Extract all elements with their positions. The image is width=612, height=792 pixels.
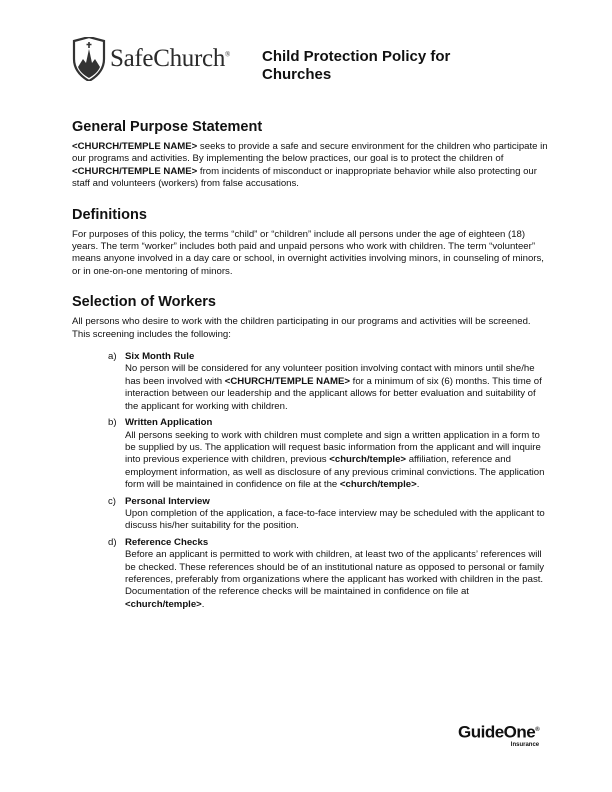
list-item-title: Six Month Rule [125, 351, 195, 363]
list-item: c) Personal Interview Upon completion of the application, a face-to-face interview may be scheduled with the applicant to discuss his/her suitability for the position. [72, 496, 548, 533]
guideone-subtitle: Insurance [510, 741, 540, 748]
definitions-paragraph: For purposes of this policy, the terms “child” or “children” include all persons under the age of eighteen (18) years. The term “worker” includes both paid and unpaid persons who work with children. The term “volunteer” means anyone involved in a day care or school, in overnight activities involving minors, in counseling of minors, or in one-on-one mentoring of minors. [72, 228, 544, 277]
purpose-paragraph: <CHURCH/TEMPLE NAME> seeks to provide a safe and secure environment for the children who participate in our programs and activities. By implementing the below practices, our goal is to protect the children of <CHURCH/TEMPLE NAME> from incidents of misconduct or inappropriate behavior while also protecting our staff and volunteers (workers) from false accusations. [72, 141, 548, 190]
safechurch-shield-icon [71, 37, 107, 81]
safechurch-logo [71, 37, 230, 81]
document-title: Child Protection Policy for Churches [262, 48, 451, 83]
brand-name: SafeChurch® [110, 45, 231, 72]
section-heading: Definitions [72, 206, 147, 223]
section-heading: Selection of Workers [72, 294, 216, 311]
selection-intro: All persons who desire to work with the children participating in our programs and activities will be screened. This screening includes the following: [72, 316, 531, 340]
list-item: a) Six Month Rule No person will be considered for any volunteer position involving contact with minors until she/he has been involved with <CHURCH/TEMPLE NAME> for a minimum of six (6) months. This time of interaction between our leadership and the applicant allows for better evaluation and suitability of the applicant for working with children. [72, 351, 548, 413]
screening-list [72, 351, 548, 611]
section-general-purpose [72, 118, 548, 191]
list-item: b) Written Application All persons seeking to work with children must complete and sign a written application in a form to be supplied by us. The application will request basic information from the applicant and will inquire into previous experience with children, previous <church/temple> affiliation, reference and employment information, as well as disclosure of any previous criminal convictions. The application form will be maintained in confidence on file at the <church/temple>. [72, 417, 548, 491]
list-item-title: Written Application [125, 417, 213, 429]
section-definitions [72, 206, 548, 279]
list-item: d) Reference Checks Before an applicant is permitted to work with children, at least two of the applicants’ references will be checked. These references should be of an institutional nature as opposed to personal or family references, preferably from organizations where the applicant has worked with children in the past. Documentation of the reference checks will be maintained in confidence on file at <church/temple>. [72, 537, 548, 611]
list-item-body: Before an applicant is permitted to work with children, at least two of the applicants’ references will be checked. These references should be of an institutional nature as opposed to personal or family references, preferably from organizations where the applicant has worked with children in the past. Documentation of the reference checks will be maintained in confidence on file at <church/temple>. [125, 549, 545, 610]
section-heading: General Purpose Statement [72, 119, 263, 135]
guideone-wordmark: GuideOne® [458, 722, 540, 742]
guideone-logo [458, 722, 539, 749]
list-item-title: Personal Interview [125, 495, 210, 507]
list-item-body: All persons seeking to work with children must complete and sign a written application in a form to be supplied by us. The application will request basic information from the applicant and will inquire into previous experience with children, previous <church/temple> affiliation, reference and employment information, as well as disclosure of any previous criminal convictions. The application form will be maintained in confidence on file at the <church/temple>. [125, 429, 545, 491]
list-item-body: Upon completion of the application, a face-to-face interview may be scheduled with the applicant to discuss his/her suitability for the position. [125, 507, 545, 532]
section-selection-of-workers [72, 293, 548, 611]
list-item-body: No person will be considered for any volunteer position involving contact with minors until she/he has been involved with <CHURCH/TEMPLE NAME> for a minimum of six (6) months. This time of interaction between our leadership and the applicant allows for better evaluation and suitability of the applicant for working with children. [125, 363, 542, 412]
document-body [72, 118, 548, 626]
list-item-title: Reference Checks [125, 536, 209, 548]
